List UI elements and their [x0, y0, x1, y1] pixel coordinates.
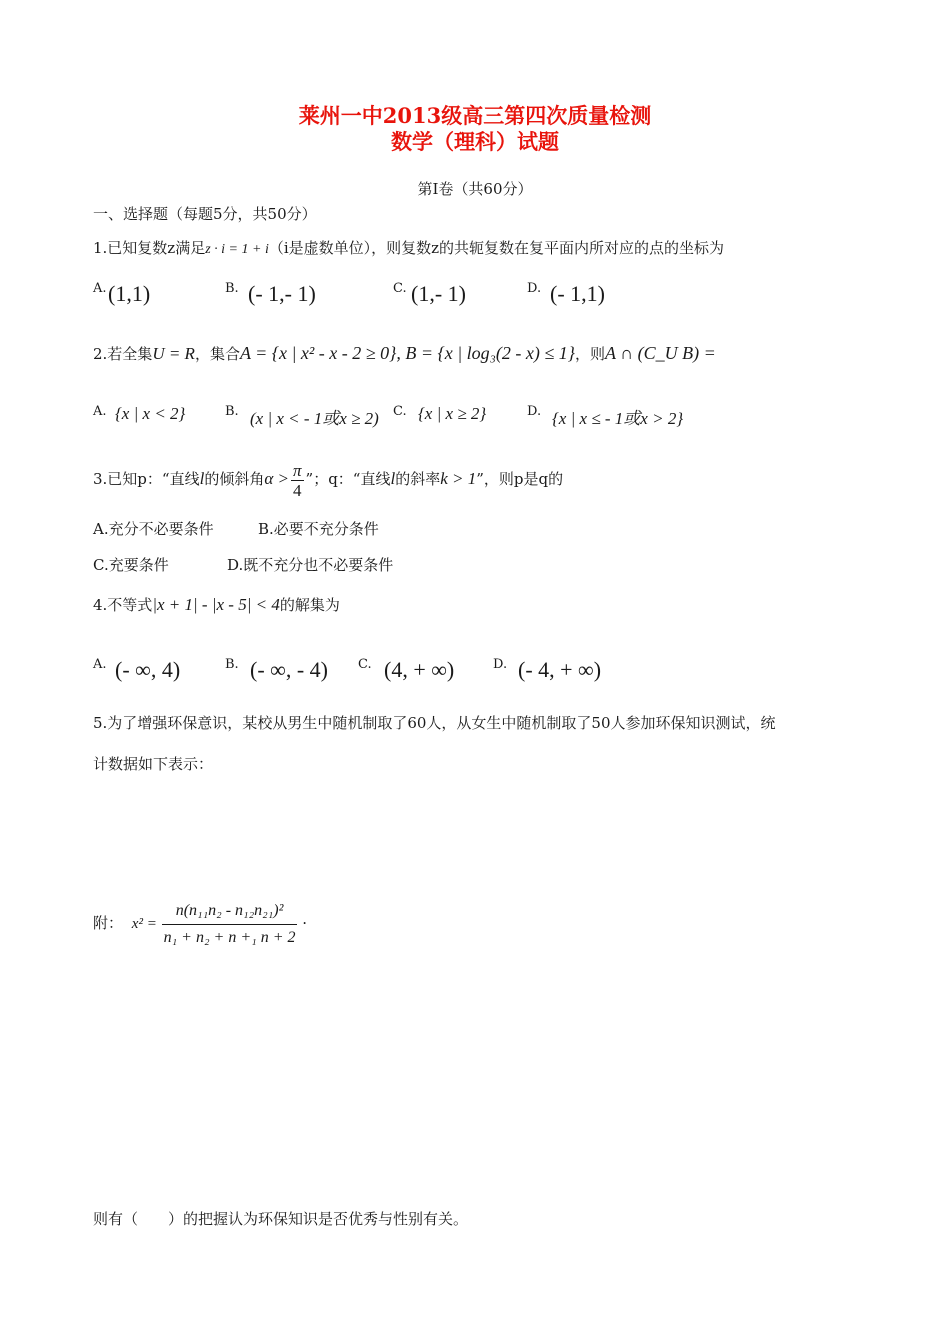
q3-frac-den: 4 [291, 480, 304, 500]
formula-numerator: n(n₁₁n₂ - n₁₂n₂₁)² [175, 901, 284, 919]
q1-option-d: (- 1,1) [550, 281, 605, 306]
question-4 [93, 594, 340, 615]
exam-subtitle: 数学（理科）试题 [391, 129, 559, 154]
q2-universe: U = R [152, 344, 195, 363]
q2-mid: ，集合 [194, 345, 240, 363]
q1-option-c: (1,- 1) [411, 281, 466, 306]
q2-option-a: {x | x < 2} [115, 404, 186, 423]
appendix-formula [93, 893, 307, 953]
q3-slope: k > 1 [440, 469, 477, 488]
q1-option-a: (1,1) [108, 281, 151, 306]
q3-part4: 的斜率 [395, 470, 441, 488]
q2-option-c-label: C. [393, 404, 407, 419]
q3-part1: 3.已知p：“直线 [93, 470, 200, 488]
q2-expression: A ∩ (C_U B) = [604, 343, 716, 363]
appendix-label: 附： [93, 914, 124, 932]
q4-expression: |x + 1| - |x - 5| < 4 [152, 595, 280, 614]
q4-option-b-label: B. [225, 657, 239, 672]
q3-fraction [291, 461, 304, 500]
q2-option-b-label: B. [225, 404, 239, 419]
q2-option-b: (x | x < - 1或x ≥ 2) [250, 409, 379, 428]
q3-line-l2: l [390, 469, 396, 488]
q2-option-d: {x | x ≤ - 1或x > 2} [552, 409, 684, 428]
q4-option-d-label: D. [493, 657, 508, 672]
formula-denominator: n₁ + n₂ + n +₁ n + 2 [162, 924, 298, 951]
formula-fraction [162, 898, 298, 951]
section-heading: 一、选择题（每题5分，共50分） [93, 205, 317, 223]
q1-option-d-label: D. [527, 281, 542, 296]
q4-prefix: 4.不等式 [93, 596, 153, 614]
q3-alpha-ineq: α > [264, 469, 289, 488]
q1-equation: z · i = 1 + i [205, 242, 269, 257]
q2-sets: A = {x | x² - x - 2 ≥ 0}, B = {x | log₃(2 - x) ≤ 1} [239, 343, 575, 363]
q4-option-b: (- ∞, - 4) [250, 657, 328, 682]
q3-part5: ”，则p是q的 [476, 470, 564, 488]
question-2 [93, 343, 716, 364]
q3-part3: ”；q：“直线 [305, 470, 391, 488]
q3-frac-num: π [293, 460, 302, 480]
q3-option-c-label: C. [93, 556, 109, 574]
q4-suffix: 的解集为 [279, 596, 340, 614]
q4-option-c-label: C. [358, 657, 372, 672]
exam-title: 莱州一中2013级高三第四次质量检测 [298, 103, 652, 128]
q1-option-a-label: A. [93, 281, 107, 296]
q2-option-c: {x | x ≥ 2} [418, 404, 487, 423]
question-5-conclusion: 则有（ ）的把握认为环保知识是否优秀与性别有关。 [93, 1210, 469, 1228]
q3-option-d-text: 既不充分也不必要条件 [243, 556, 394, 574]
q3-option-b [258, 518, 379, 539]
q2-then: ，则 [574, 345, 605, 363]
q3-part2: 的倾斜角 [204, 470, 265, 488]
question-1 [93, 237, 724, 258]
formula-lhs: x² = [131, 916, 157, 932]
q4-option-d: (- 4, + ∞) [518, 657, 602, 682]
q1-suffix: （i是虚数单位），则复数z的共轭复数在复平面内所对应的点的坐标为 [268, 239, 725, 257]
question-5-line1: 5.为了增强环保意识，某校从男生中随机制取了60人，从女生中随机制取了50人参加环保知识测试，统 [93, 714, 776, 732]
q1-option-b: (- 1,- 1) [248, 281, 316, 306]
q1-prefix: 1.已知复数z满足 [93, 239, 206, 257]
q4-option-a-label: A. [93, 657, 107, 672]
question-3 [93, 456, 563, 502]
q1-option-b-label: B. [225, 281, 239, 296]
q3-option-c-text: 充要条件 [108, 556, 169, 574]
q4-option-a: (- ∞, 4) [115, 657, 181, 682]
q3-option-c [93, 554, 169, 575]
formula-end: · [302, 914, 308, 932]
q3-option-b-label: B. [258, 520, 274, 538]
q3-line-l1: l [199, 469, 205, 488]
q2-option-d-label: D. [527, 404, 542, 419]
q3-option-a-label: A. [93, 520, 109, 538]
volume-heading: 第Ⅰ卷（共60分） [417, 180, 533, 198]
q2-option-a-label: A. [93, 404, 107, 419]
q3-option-a-text: 充分不必要条件 [108, 520, 214, 538]
q1-option-c-label: C. [393, 281, 407, 296]
q3-option-b-text: 必要不充分条件 [273, 520, 379, 538]
q4-option-c: (4, + ∞) [384, 657, 455, 682]
question-5-line2: 计数据如下表示： [93, 755, 214, 773]
q3-option-d-label: D. [227, 556, 244, 574]
q3-option-a [93, 518, 214, 539]
q2-prefix: 2.若全集 [93, 345, 153, 363]
q3-option-d [227, 554, 393, 575]
